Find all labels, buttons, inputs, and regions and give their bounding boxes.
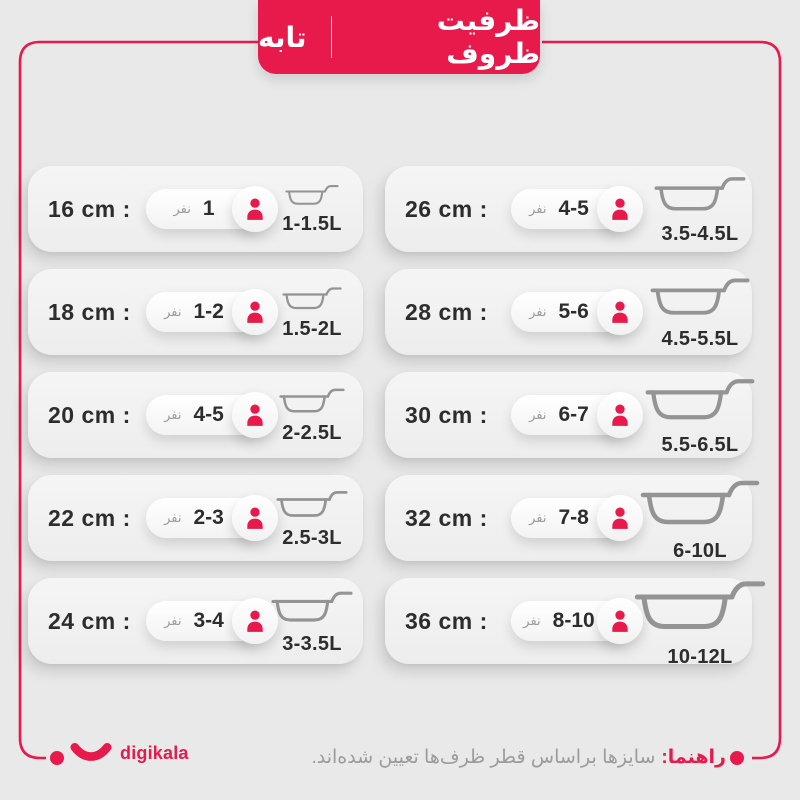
persons-unit-label: نفر [164, 613, 182, 628]
column-small-sizes [28, 166, 363, 681]
pan-icon [645, 373, 755, 432]
footer-note [311, 746, 726, 769]
footer-note-label: راهنما: [661, 747, 726, 768]
persons-pill [511, 498, 629, 538]
person-icon [232, 495, 278, 541]
persons-pill [146, 601, 264, 641]
person-icon [597, 392, 643, 438]
person-icon [232, 598, 278, 644]
persons-pill [511, 292, 629, 332]
size-card-26cm [385, 166, 752, 252]
persons-pill [511, 395, 629, 435]
volume-label: 1-1.5L [282, 213, 342, 235]
persons-count: 6-7 [558, 403, 589, 426]
size-card-22cm [28, 475, 363, 561]
persons-count: 7-8 [558, 506, 589, 529]
pan-icon [650, 273, 750, 326]
pan-info [264, 587, 360, 656]
persons-unit-label: نفر [529, 304, 547, 319]
volume-label: 6-10L [673, 539, 727, 562]
persons-count: 5-6 [558, 300, 589, 323]
size-label: 18 cm : [48, 298, 131, 325]
footer-note-text: سایزها براساس قطر ظرف‌ها تعیین شده‌اند. [311, 747, 656, 768]
pan-icon [634, 574, 766, 644]
header-title: ظرفیت ظروف [436, 5, 540, 69]
persons-unit-label: نفر [164, 407, 182, 422]
persons-count: 3-4 [193, 609, 224, 632]
size-card-18cm [28, 269, 363, 355]
person-icon [597, 289, 643, 335]
pan-info [629, 172, 771, 246]
persons-pill [146, 189, 264, 229]
persons-pill [146, 395, 264, 435]
size-label: 16 cm : [48, 195, 131, 222]
size-card-36cm [385, 578, 752, 668]
volume-label: 2-2.5L [282, 422, 342, 444]
size-label: 24 cm : [48, 607, 131, 634]
person-icon [232, 289, 278, 335]
volume-label: 1.5-2L [282, 317, 342, 340]
volume-label: 2.5-3L [282, 526, 342, 549]
pan-info [264, 182, 360, 236]
pan-icon [285, 182, 339, 211]
pan-info [629, 273, 771, 351]
person-icon [597, 598, 643, 644]
persons-count: 4-5 [193, 403, 224, 426]
size-label: 36 cm : [405, 607, 488, 634]
size-label: 28 cm : [405, 298, 488, 325]
person-icon [232, 392, 278, 438]
digikala-logo [70, 742, 189, 764]
person-icon [597, 186, 643, 232]
pan-info [264, 284, 360, 341]
pan-info [264, 487, 360, 550]
digikala-smile-icon [70, 742, 112, 764]
volume-label: 5.5-6.5L [661, 434, 739, 456]
persons-count: 1-2 [193, 300, 224, 323]
brand-name: digikala [120, 742, 189, 763]
pan-info [629, 373, 771, 457]
size-card-24cm [28, 578, 363, 664]
persons-unit-label: نفر [523, 613, 541, 628]
size-card-30cm [385, 372, 752, 458]
persons-count: 2-3 [193, 506, 224, 529]
header-subtitle: تابه [258, 21, 307, 53]
persons-pill [511, 189, 629, 229]
size-label: 20 cm : [48, 401, 131, 428]
pan-icon [640, 474, 760, 538]
size-label: 30 cm : [405, 401, 488, 428]
persons-unit-label: نفر [164, 304, 182, 319]
volume-label: 3-3.5L [282, 632, 342, 655]
column-large-sizes [385, 166, 752, 681]
person-icon [232, 186, 278, 232]
persons-unit-label: نفر [529, 407, 547, 422]
header-divider [331, 16, 333, 58]
persons-pill [146, 498, 264, 538]
pan-icon [654, 172, 746, 221]
persons-count: 4-5 [558, 197, 589, 220]
persons-count: 1 [202, 197, 215, 220]
volume-label: 3.5-4.5L [661, 223, 739, 245]
pan-icon [279, 385, 345, 420]
persons-unit-label: نفر [173, 201, 191, 216]
pan-info [629, 474, 771, 563]
header-banner [258, 0, 540, 74]
person-icon [597, 495, 643, 541]
size-card-32cm [385, 475, 752, 561]
pan-icon [282, 284, 342, 316]
pan-icon [276, 487, 348, 525]
size-card-20cm [28, 372, 363, 458]
size-card-16cm [28, 166, 363, 252]
persons-unit-label: نفر [164, 510, 182, 525]
size-label: 32 cm : [405, 504, 488, 531]
volume-label: 4.5-5.5L [661, 328, 739, 350]
persons-unit-label: نفر [529, 510, 547, 525]
size-label: 22 cm : [48, 504, 131, 531]
persons-pill [511, 601, 629, 641]
persons-count: 8-10 [552, 609, 595, 632]
persons-unit-label: نفر [529, 201, 547, 216]
pan-icon [271, 587, 353, 631]
pan-info [629, 574, 771, 669]
persons-pill [146, 292, 264, 332]
size-label: 26 cm : [405, 195, 488, 222]
pan-info [264, 385, 360, 445]
size-card-28cm [385, 269, 752, 355]
volume-label: 10-12L [667, 645, 733, 668]
